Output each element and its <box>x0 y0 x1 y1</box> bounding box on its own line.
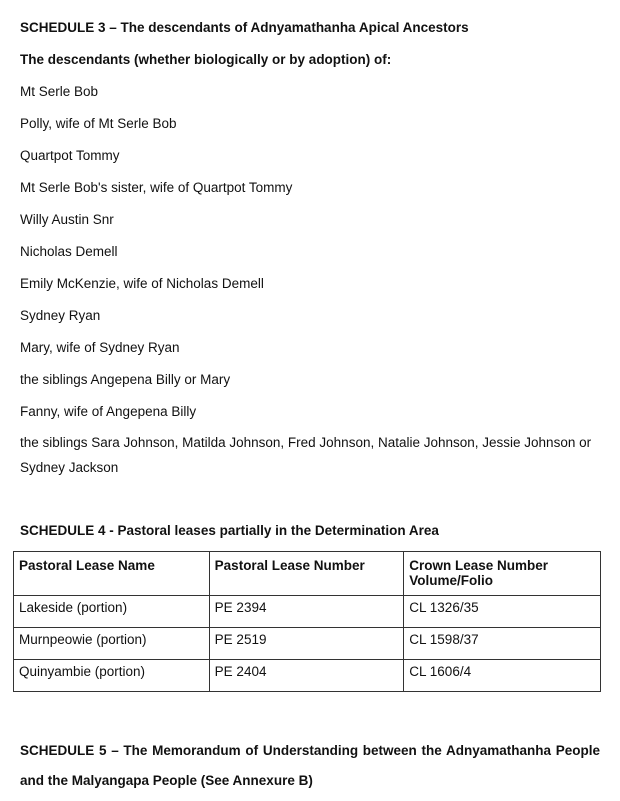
lease-name-cell: Quinyambie (portion) <box>14 660 210 692</box>
crown-lease-cell: CL 1598/37 <box>404 628 601 660</box>
ancestor-item: the siblings Angepena Billy or Mary <box>20 372 231 387</box>
crown-lease-cell: CL 1606/4 <box>404 660 601 692</box>
pastoral-leases-table <box>13 551 601 692</box>
column-header-crown-lease: Crown Lease Number Volume/Folio <box>404 552 601 596</box>
ancestor-item: Willy Austin Snr <box>20 212 114 227</box>
lease-name-cell: Lakeside (portion) <box>14 596 210 628</box>
schedule-3-heading: SCHEDULE 3 – The descendants of Adnyamathanha Apical Ancestors <box>20 20 469 35</box>
schedule-3-intro: The descendants (whether biologically or by adoption) of: <box>20 52 392 67</box>
ancestor-item: Mt Serle Bob's sister, wife of Quartpot Tommy <box>20 180 293 195</box>
ancestor-item: Nicholas Demell <box>20 244 118 259</box>
lease-number-cell: PE 2519 <box>209 628 404 660</box>
lease-number-cell: PE 2394 <box>209 596 404 628</box>
ancestor-item: the siblings Sara Johnson, Matilda Johnson, Fred Johnson, Natalie Johnson, Jessie Johnson or Sydney Jackson <box>20 435 592 475</box>
ancestor-item: Emily McKenzie, wife of Nicholas Demell <box>20 276 264 291</box>
table-row <box>14 596 601 628</box>
schedule-4-heading: SCHEDULE 4 - Pastoral leases partially in the Determination Area <box>20 523 439 538</box>
lease-number-cell: PE 2404 <box>209 660 404 692</box>
ancestor-item: Mt Serle Bob <box>20 84 99 99</box>
column-header-lease-name: Pastoral Lease Name <box>14 552 210 596</box>
table-row <box>14 660 601 692</box>
ancestor-item: Polly, wife of Mt Serle Bob <box>20 116 177 131</box>
table-header-row <box>14 552 601 596</box>
lease-name-cell: Murnpeowie (portion) <box>14 628 210 660</box>
ancestor-item: Fanny, wife of Angepena Billy <box>20 404 197 419</box>
crown-lease-cell: CL 1326/35 <box>404 596 601 628</box>
ancestor-item: Sydney Ryan <box>20 308 101 323</box>
column-header-lease-number: Pastoral Lease Number <box>209 552 404 596</box>
ancestor-item: Quartpot Tommy <box>20 148 120 163</box>
schedule-5-heading: SCHEDULE 5 – The Memorandum of Understanding between the Adnyamathanha People and the Malyangapa People (See Annexure B) <box>20 743 600 788</box>
ancestor-item: Mary, wife of Sydney Ryan <box>20 340 180 355</box>
table-row <box>14 628 601 660</box>
